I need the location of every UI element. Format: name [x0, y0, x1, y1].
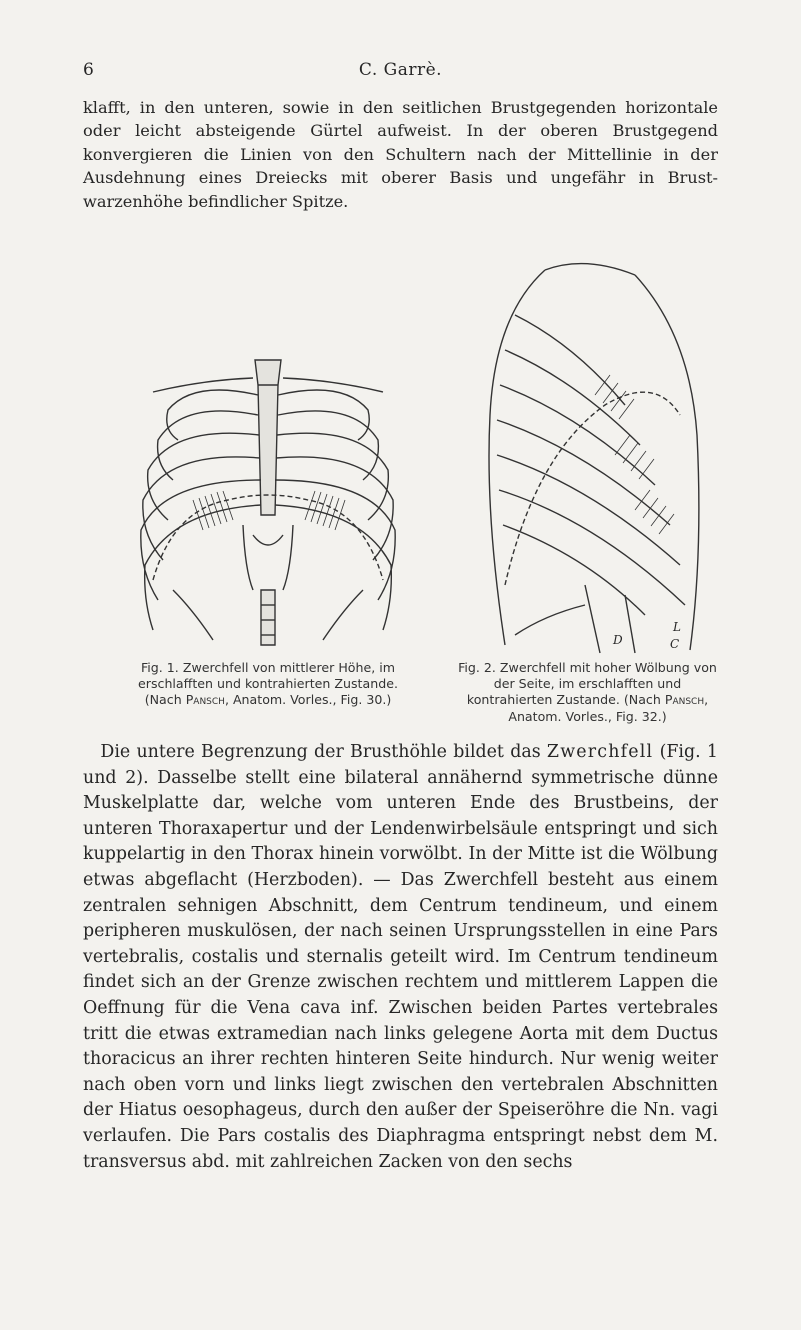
figure-2-caption — [450, 660, 725, 725]
running-head: C. Garrè. — [358, 60, 443, 80]
intro-paragraph: klafft, in den unteren, sowie in den seitlichen Brustgegenden horizontale oder leicht absteigende Gürtel aufweist. In der oberen Brustgegend konvergieren die Linien von den Schultern nach der Mittellinie in der Ausdehnung eines Dreiecks mit oberer Basis und ungefähr in Brustwarzenhöhe befindlicher Spitze. — [83, 98, 718, 211]
figure-1-caption-source: , Anatom. Vorles., Fig. 30.) — [224, 692, 392, 708]
figure-2-label-d: D — [613, 633, 623, 647]
figure-1-caption — [118, 660, 418, 709]
figure-2-caption-text: Fig. 2. Zwerchfell mit hoher Wölbung von der Seite, im erschlafften und kontrahierten Zustande. (Nach — [458, 660, 717, 708]
figure-1-illustration — [133, 340, 403, 655]
figure-1-caption-author: Pansch — [185, 692, 225, 708]
figure-1-caption-text: Fig. 1. Zwerchfell von mittlerer Höhe, im erschlafften und kontrahierten Zustande. (Nach — [138, 660, 398, 708]
figure-2-label-l: L — [673, 620, 681, 634]
figure-2-caption-source: , Anatom. Vorles., Fig. 32.) — [508, 692, 709, 724]
page-number: 6 — [83, 60, 94, 80]
figure-2-label-c: C — [670, 637, 680, 651]
figure-2-caption-author: Pansch — [664, 692, 705, 708]
body-paragraph — [83, 740, 718, 1175]
body-text: (Fig. 1 und 2). Dasselbe stellt eine bilateral annähernd symmetrische dünne Muskelplatte dar, welche vom unteren Ende des Brustbeins, der unteren Thoraxapertur und der Lendenwirbelsäule entspringt und sich kuppelartig in den Thorax hinein vorwölbt. In der Mitte ist die Wölbung etwas abgeflacht (Herzboden). — Das Zwerchfell besteht aus einem zentralen sehnigen Abschnitt, dem Centrum tendineum, und einem peripheren muskulösen, der nach seinen Ursprungsstellen in eine Pars vertebralis, costalis und sternalis geteilt wird. Im Centrum tendineum findet sich an der Grenze zwischen rechtem und mittlerem Lappen die Oeffnung für die Vena cava inf. Zwischen beiden Partes vertebrales tritt die etwas extramedian nach links gelegene Aorta mit dem Ductus thoracicus an ihrer rechten hinteren Seite hindurch. Nur wenig weiter nach oben vorn und links liegt zwischen den vertebralen Abschnitten der Hiatus oesophageus, durch den außer der Speiseröhre die Nn. vagi verlaufen. Die Pars costalis des Diaphragma entspringt nebst dem M. transversus abd. mit zahlreichen Zacken von den sechs — [83, 742, 718, 1172]
body-lead: Die untere Begrenzung der Brusthöhle bildet das — [100, 742, 547, 762]
figure-2-illustration — [475, 255, 710, 655]
body-keyword: Zwerchfell — [546, 742, 654, 762]
